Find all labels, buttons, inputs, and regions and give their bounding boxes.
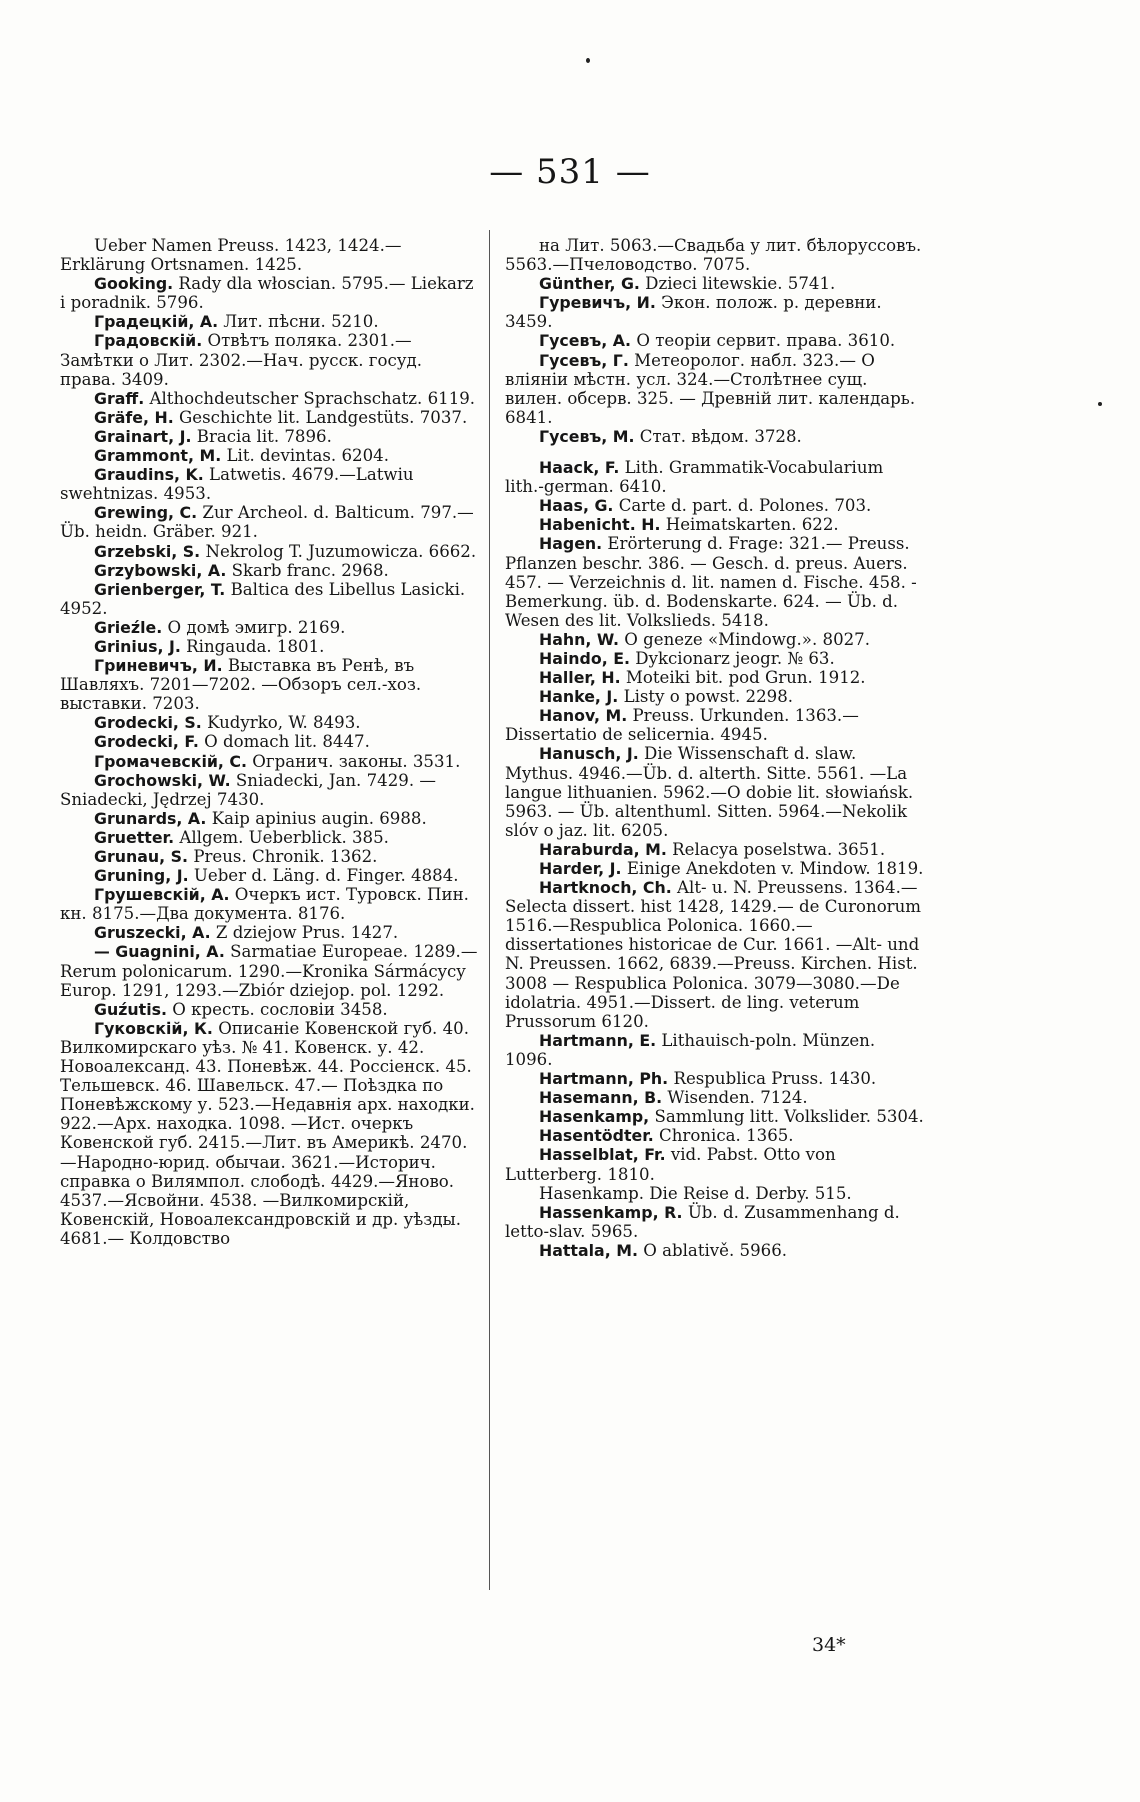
index-entry bbox=[60, 408, 480, 427]
entry-text: Огранич. законы. 3531. bbox=[247, 751, 461, 771]
index-entry bbox=[505, 1069, 925, 1088]
entry-headword: Hartknoch, Ch. bbox=[539, 878, 672, 898]
entry-text: Sniadecki, Jan. 7429. —Sniadecki, Jędrzej 7430. bbox=[60, 770, 436, 809]
index-entry bbox=[505, 1203, 925, 1241]
entry-headword: Gruetter. bbox=[94, 827, 175, 847]
entry-text: Wisenden. 7124. bbox=[662, 1088, 808, 1108]
entry-headword: Grewing, C. bbox=[94, 503, 198, 523]
entry-headword: Hanke, J. bbox=[539, 687, 619, 707]
index-entry bbox=[505, 668, 925, 687]
index-entry bbox=[505, 859, 925, 878]
entry-headword: Grochowski, W. bbox=[94, 770, 231, 790]
index-entry bbox=[60, 465, 480, 503]
entry-headword: Gruning, J. bbox=[94, 866, 189, 886]
entry-text: на Лит. 5063.—Свадьба у лит. бѣлоруссовъ. 5563.—Пчеловодство. 7075. bbox=[505, 236, 922, 275]
index-entry bbox=[505, 1031, 925, 1069]
index-entry bbox=[60, 331, 480, 388]
entry-text: Ueber Namen Preuss. 1423, 1424.— Erklärung Ortsnamen. 1425. bbox=[60, 236, 402, 275]
index-entry bbox=[60, 312, 480, 331]
entry-headword: Hanov, M. bbox=[539, 706, 628, 726]
index-entry bbox=[60, 274, 480, 312]
entry-text: Стат. вѣдом. 3728. bbox=[634, 426, 802, 446]
entry-headword: Hahn, W. bbox=[539, 629, 620, 649]
entry-headword: Harder, J. bbox=[539, 859, 622, 878]
index-entry bbox=[505, 878, 925, 1031]
entry-headword: Grammont, M. bbox=[94, 446, 222, 466]
index-entry bbox=[505, 1088, 925, 1107]
entry-text: Die Wissenschaft d. slaw. Mythus. 4946.—Üb. d. alterth. Sitte. 5561. —La langue lithuanien. 5962.—O dobie lit. słowiańsk. 5963. — Üb. altenthuml. Sitten. 5964.—Nekolik slóv o jaz. lit. 6205. bbox=[505, 744, 914, 840]
entry-headword: Hasemann, B. bbox=[539, 1088, 663, 1108]
index-entry bbox=[505, 1241, 925, 1260]
entry-text: Очеркъ ист. Туровск. Пин. кн. 8175.—Два документа. 8176. bbox=[60, 885, 469, 924]
index-entry bbox=[505, 534, 925, 629]
print-speck bbox=[586, 58, 590, 63]
index-entry bbox=[60, 732, 480, 751]
entry-text: Zur Archeol. d. Balticum. 797.—Üb. heidn. Gräber. 921. bbox=[60, 503, 474, 542]
entry-headword: Градецкій, А. bbox=[94, 312, 219, 332]
entry-headword: Grieźle. bbox=[94, 617, 163, 637]
entry-headword: Grinius, J. bbox=[94, 636, 181, 656]
entry-text: Sarmatiae Europeae. 1289.—Rerum polonicarum. 1290.—Kronika Sármácycy Europ. 1291, 1293.—Zbiór dziejop. pol. 1292. bbox=[60, 942, 478, 1000]
entry-text: Nekrolog T. Juzumowicza. 6662. bbox=[200, 541, 477, 561]
index-entry bbox=[505, 1126, 925, 1145]
index-entry bbox=[505, 1107, 925, 1126]
entry-text: О кресть. сословіи 3458. bbox=[167, 999, 388, 1019]
entry-headword: Гусевъ, А. bbox=[539, 331, 632, 351]
entry-headword: Hasselblat, Fr. bbox=[539, 1145, 666, 1165]
index-entry bbox=[505, 331, 925, 350]
entry-headword: — Guagnini, A. bbox=[94, 942, 225, 962]
index-entry bbox=[505, 706, 925, 744]
left-column bbox=[60, 236, 480, 1248]
index-entry bbox=[60, 1000, 480, 1019]
entry-headword: Haas, G. bbox=[539, 496, 614, 516]
entry-text: Preuss. Urkunden. 1363.— Dissertatio de selicernia. 4945. bbox=[505, 706, 859, 745]
index-entry bbox=[60, 1019, 480, 1248]
entry-text: Hasenkamp. Die Reise d. Derby. 515. bbox=[539, 1183, 852, 1203]
entry-text: Althochdeutscher Sprachschatz. 6119. bbox=[144, 388, 476, 408]
entry-headword: Grzybowski, A. bbox=[94, 560, 227, 580]
index-entry bbox=[505, 515, 925, 534]
index-entry bbox=[60, 427, 480, 446]
index-entry bbox=[505, 351, 925, 427]
entry-headword: Hanusch, J. bbox=[539, 744, 639, 764]
entry-headword: Hasentödter. bbox=[539, 1126, 654, 1146]
entry-text: Dykcionarz jeogr. № 63. bbox=[630, 648, 835, 668]
entry-text: Ringauda. 1801. bbox=[180, 636, 325, 656]
entry-headword: Hartmann, E. bbox=[539, 1030, 657, 1050]
entry-headword: Gooking. bbox=[94, 274, 174, 294]
entry-headword: Hasenkamp, bbox=[539, 1107, 650, 1127]
index-entry bbox=[505, 1184, 925, 1203]
index-entry bbox=[60, 637, 480, 656]
index-entry bbox=[60, 580, 480, 618]
entry-headword: Grzebski, S. bbox=[94, 541, 201, 561]
index-entry bbox=[505, 236, 925, 274]
index-entry bbox=[60, 885, 480, 923]
index-entry bbox=[505, 427, 925, 446]
entry-headword: Hassenkamp, R. bbox=[539, 1202, 683, 1222]
index-entry bbox=[60, 809, 480, 828]
entry-headword: Hagen. bbox=[539, 534, 603, 554]
entry-text: О теоріи сервит. права. 3610. bbox=[631, 331, 896, 351]
index-entry bbox=[60, 389, 480, 408]
index-entry bbox=[60, 618, 480, 637]
index-entry bbox=[60, 656, 480, 713]
entry-text: Lit. devintas. 6204. bbox=[221, 446, 389, 466]
entry-headword: Gruszecki, A. bbox=[94, 923, 211, 943]
entry-text: Лит. пѣсни. 5210. bbox=[218, 312, 379, 332]
entry-text: Heimatskarten. 622. bbox=[660, 515, 839, 535]
right-column bbox=[505, 236, 925, 1260]
entry-headword: Грушевскій, А. bbox=[94, 885, 230, 905]
entry-text: Üb. d. Zusammenhang d. letto-slav. 5965. bbox=[505, 1202, 900, 1241]
index-entry bbox=[60, 446, 480, 465]
entry-text: Dzieci litewskie. 5741. bbox=[639, 274, 836, 294]
entry-headword: Graff. bbox=[94, 388, 145, 408]
entry-text: O ablativě. 5966. bbox=[637, 1240, 788, 1260]
entry-text: Erörterung d. Frage: 321.— Preuss. Pflanzen beschr. 386. — Gesch. d. preus. Auers. 457. — Verzeichnis d. lit. namen d. Fische. 458. - Bemerkung. üb. d. Bodenskarte. 624. — Üb. d. Wesen des lit. Volkslieds. 5418. bbox=[505, 534, 917, 630]
entry-text: Bracia lit. 7896. bbox=[191, 426, 332, 446]
entry-text: Preus. Chronik. 1362. bbox=[188, 847, 378, 866]
index-entry bbox=[60, 942, 480, 999]
entry-text: O domach lit. 8447. bbox=[198, 732, 370, 752]
entry-text: Ueber d. Läng. d. Finger. 4884. bbox=[188, 866, 459, 886]
entry-text: Sammlung litt. Volkslider. 5304. bbox=[649, 1107, 924, 1127]
entry-text: Отвѣтъ поляка. 2301.— Замѣтки о Лит. 2302.—Нач. русск. госуд. права. 3409. bbox=[60, 331, 423, 389]
index-entry bbox=[505, 1145, 925, 1183]
index-entry bbox=[60, 923, 480, 942]
index-entry bbox=[60, 866, 480, 885]
index-entry bbox=[505, 687, 925, 706]
index-entry bbox=[60, 713, 480, 732]
index-entry bbox=[60, 828, 480, 847]
entry-headword: Haller, H. bbox=[539, 668, 621, 688]
entry-text: Listy o powst. 2298. bbox=[618, 687, 794, 707]
entry-text: Skarb franc. 2968. bbox=[226, 560, 389, 580]
entry-headword: Haraburda, M. bbox=[539, 839, 667, 859]
index-entry bbox=[505, 840, 925, 859]
entry-text: Latwetis. 4679.—Latwiu swehtnizas. 4953. bbox=[60, 465, 414, 504]
entry-text: O geneze «Mindowg.». 8027. bbox=[619, 629, 871, 649]
entry-headword: Градовскій. bbox=[94, 331, 203, 351]
entry-text: Baltica des Libellus Lasicki. 4952. bbox=[60, 579, 466, 618]
index-entry bbox=[60, 752, 480, 771]
printer-signature: 34* bbox=[812, 1634, 846, 1656]
index-entry bbox=[505, 496, 925, 515]
index-entry bbox=[60, 542, 480, 561]
entry-text: Выставка въ Ренѣ, въ Шавляхъ. 7201—7202. —Обзоръ сел.-хоз. выставки. 7203. bbox=[60, 656, 422, 714]
entry-text: Geschichte lit. Landgestüts. 7037. bbox=[173, 407, 468, 427]
entry-headword: Graudins, K. bbox=[94, 465, 204, 485]
entry-headword: Grodecki, F. bbox=[94, 732, 199, 752]
entry-text: Kudyrko, W. 8493. bbox=[201, 713, 361, 733]
entry-headword: Grodecki, S. bbox=[94, 713, 202, 733]
entry-headword: Гуревичъ, И. bbox=[539, 293, 656, 313]
entry-text: Allgem. Ueberblick. 385. bbox=[174, 827, 389, 847]
page-number: — 531 — bbox=[489, 152, 651, 192]
column-divider bbox=[489, 230, 490, 1590]
entry-headword: Günther, G. bbox=[539, 274, 640, 294]
entry-headword: Гусевъ, Г. bbox=[539, 350, 629, 370]
entry-headword: Гриневичъ, И. bbox=[94, 656, 223, 676]
entry-text: О домѣ эмигр. 2169. bbox=[162, 617, 346, 637]
entry-headword: Gräfe, H. bbox=[94, 407, 174, 427]
index-entry bbox=[60, 771, 480, 809]
index-entry bbox=[60, 561, 480, 580]
entry-headword: Гусевъ, М. bbox=[539, 426, 635, 446]
entry-headword: Grienberger, T. bbox=[94, 579, 226, 599]
entry-text: Einige Anekdoten v. Mindow. 1819. bbox=[621, 859, 924, 878]
entry-text: Kaip apinius augin. 6988. bbox=[206, 808, 427, 828]
entry-text: Carte d. part. d. Polones. 703. bbox=[613, 496, 872, 516]
entry-headword: Гуковскій, К. bbox=[94, 1018, 213, 1038]
entry-headword: Grunards, A. bbox=[94, 808, 207, 828]
index-entry bbox=[60, 847, 480, 866]
entry-text: Lithauisch-poln. Münzen. 1096. bbox=[505, 1030, 876, 1069]
index-entry bbox=[60, 236, 480, 274]
entry-headword: Hartmann, Ph. bbox=[539, 1069, 669, 1089]
entry-text: Moteiki bit. pod Grun. 1912. bbox=[620, 668, 866, 688]
entry-text: Lith. Grammatik-Vocabularium lith.-german. 6410. bbox=[505, 458, 884, 497]
index-entry bbox=[505, 274, 925, 293]
index-entry bbox=[505, 630, 925, 649]
entry-headword: Haindo, E. bbox=[539, 648, 630, 668]
index-entry bbox=[505, 458, 925, 496]
entry-text: Экон. полож. р. деревни. 3459. bbox=[505, 293, 882, 332]
entry-text: Chronica. 1365. bbox=[653, 1126, 794, 1146]
entry-text: Метеоролог. набл. 323.— О вліяніи мѣстн. усл. 324.—Столѣтнее сущ. вилен. обсерв. 325. — Древній лит. календарь. 6841. bbox=[505, 350, 916, 427]
entry-text: vid. Pabst. Otto von Lutterberg. 1810. bbox=[505, 1145, 836, 1184]
entry-text: Alt- u. N. Preussens. 1364.—Selecta dissert. hist 1428, 1429.— de Curonorum 1516.—Respublica Polonica. 1660.—dissertationes historicae de Cur. 1661. —Alt- und N. Preussen. 1662, 6839.—Preuss. Kirchen. Hist. 3008 — Respublica Polonica. 3079—3080.—De idolatria. 4951.—Dissert. de ling. veterum Prussorum 6120. bbox=[505, 878, 922, 1031]
entry-headword: Guźutis. bbox=[94, 999, 168, 1019]
entry-headword: Habenicht. H. bbox=[539, 515, 661, 535]
index-entry bbox=[505, 744, 925, 839]
entry-text: Relacya poselstwa. 3651. bbox=[666, 839, 886, 859]
entry-headword: Громачевскій, С. bbox=[94, 751, 248, 771]
index-entry bbox=[505, 649, 925, 668]
entry-headword: Hattala, M. bbox=[539, 1240, 638, 1260]
entry-headword: Grunau, S. bbox=[94, 847, 189, 866]
entry-headword: Haack, F. bbox=[539, 458, 620, 478]
print-speck bbox=[1098, 402, 1102, 406]
entry-text: Respublica Pruss. 1430. bbox=[668, 1069, 877, 1089]
entry-text: Z dziejow Prus. 1427. bbox=[210, 923, 399, 943]
entry-text: Описаніе Ковенской губ. 40. Вилкомирскаго уѣз. № 41. Ковенск. у. 42. Новоалександ. 43. Поневѣж. 44. Россіенск. 45. Тельшевск. 46. Шавельск. 47.— Поѣздка по Поневѣжскому у. 523.—Недавнія арх. находки. 922.—Арх. находка. 1098. —Ист. очеркъ Ковенской губ. 2415.—Лит. въ Америкѣ. 2470.—Народно-юрид. обычаи. 3621.—Историч. справка о Вилямпол. слободѣ. 4429.—Яново. 4537.—Ясвойни. 4538. —Вилкомирскій, Ковенскій, Новоалександровскій и др. уѣзды. 4681.— Колдовство bbox=[60, 1018, 475, 1248]
entry-text: Rady dla włoscian. 5795.— Liekarz i poradnik. 5796. bbox=[60, 274, 474, 313]
index-entry bbox=[60, 503, 480, 541]
index-entry bbox=[505, 293, 925, 331]
entry-headword: Grainart, J. bbox=[94, 426, 192, 446]
